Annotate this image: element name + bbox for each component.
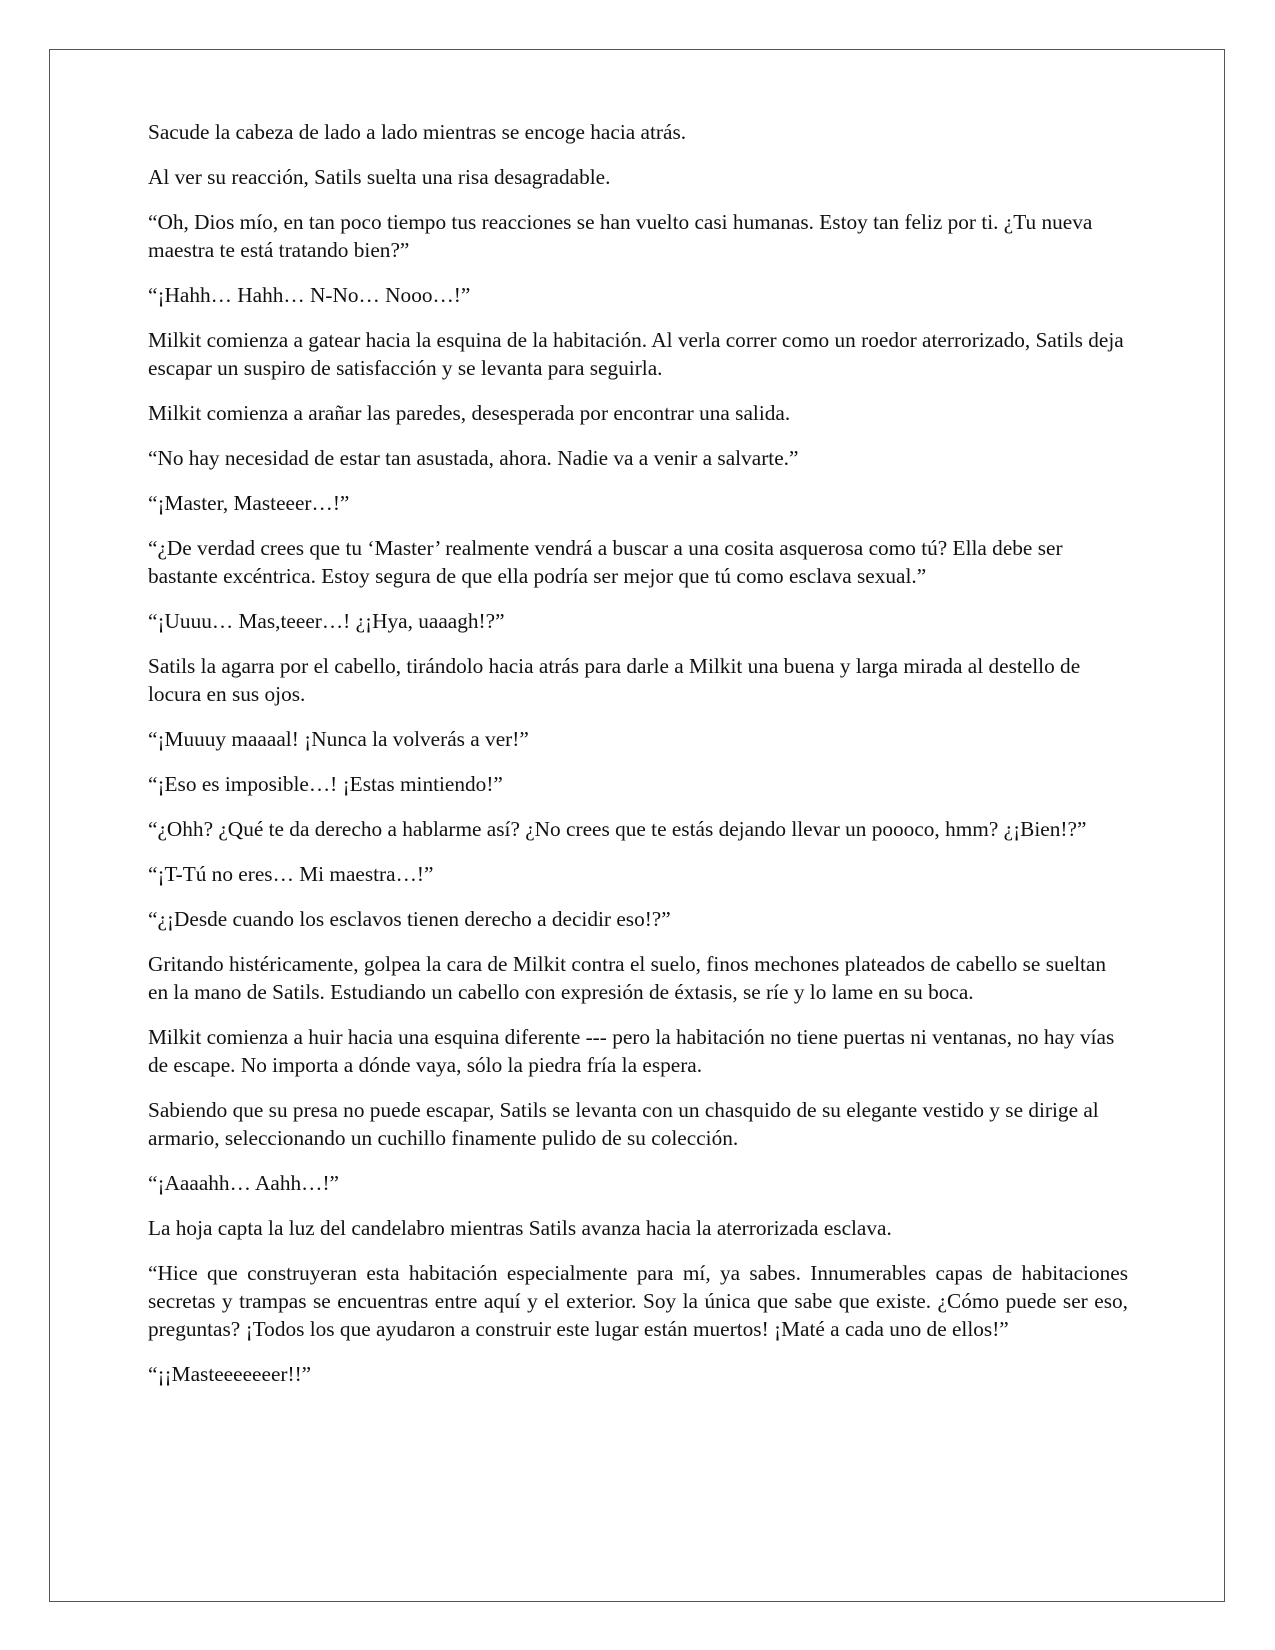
paragraph: Sabiendo que su presa no puede escapar, Satils se levanta con un chasquido de su elegante vestido y se dirige al armario, seleccionando un cuchillo finamente pulido de su colección. <box>148 1098 1099 1150</box>
paragraph: Gritando histéricamente, golpea la cara de Milkit contra el suelo, finos mechones plateados de cabello se sueltan en la mano de Satils. Estudiando un cabello con expresión de éxtasis, se ríe y lo lame en su boca. <box>148 952 1107 1004</box>
paragraph: La hoja capta la luz del candelabro mientras Satils avanza hacia la aterrorizada esclava. <box>148 1216 892 1240</box>
paragraph: “Hice que construyeran esta habitación especialmente para mí, ya sabes. Innumerables capas de habitaciones secretas y trampas se encuentras entre aquí y el exterior. Soy la única que sabe que existe. ¿Cómo puede ser eso, preguntas? ¡Todos los que ayudaron a construir este lugar están muertos! ¡Maté a cada uno de ellos!” <box>148 1261 1128 1341</box>
paragraph: “¡Eso es imposible…! ¡Estas mintiendo!” <box>148 772 503 796</box>
paragraph: “¡Hahh… Hahh… N-No… Nooo…!” <box>148 283 471 307</box>
paragraph: Satils la agarra por el cabello, tirándolo hacia atrás para darle a Milkit una buena y larga mirada al destello de locura en sus ojos. <box>148 654 1081 706</box>
paragraph: “¡Master, Masteeer…!” <box>148 491 350 515</box>
paragraph: “¡Aaaahh… Aahh…!” <box>148 1171 339 1195</box>
paragraph: Milkit comienza a arañar las paredes, desesperada por encontrar una salida. <box>148 401 791 425</box>
document-body <box>148 118 1128 1405</box>
paragraph: “Oh, Dios mío, en tan poco tiempo tus reacciones se han vuelto casi humanas. Estoy tan feliz por ti. ¿Tu nueva maestra te está tratando bien?” <box>148 210 1093 262</box>
paragraph: Sacude la cabeza de lado a lado mientras se encoge hacia atrás. <box>148 120 687 144</box>
paragraph: Al ver su reacción, Satils suelta una risa desagradable. <box>148 165 611 189</box>
paragraph: Milkit comienza a gatear hacia la esquina de la habitación. Al verla correr como un roedor aterrorizado, Satils deja escapar un suspiro de satisfacción y se levanta para seguirla. <box>148 328 1124 380</box>
paragraph: “¡T-Tú no eres… Mi maestra…!” <box>148 862 434 886</box>
paragraph: “¿¡Desde cuando los esclavos tienen derecho a decidir eso!?” <box>148 907 671 931</box>
paragraph: “¡¡Masteeeeeeer!!” <box>148 1362 312 1386</box>
paragraph: “¡Muuuy maaaal! ¡Nunca la volverás a ver!” <box>148 727 529 751</box>
paragraph: “¡Uuuu… Mas,teeer…! ¿¡Hya, uaaagh!?” <box>148 609 505 633</box>
paragraph: “No hay necesidad de estar tan asustada, ahora. Nadie va a venir a salvarte.” <box>148 446 799 470</box>
paragraph: “¿De verdad crees que tu ‘Master’ realmente vendrá a buscar a una cosita asquerosa como tú? Ella debe ser bastante excéntrica. Estoy segura de que ella podría ser mejor que tú como esclava sexual.” <box>148 536 1063 588</box>
paragraph: Milkit comienza a huir hacia una esquina diferente --- pero la habitación no tiene puertas ni ventanas, no hay vías de escape. No importa a dónde vaya, sólo la piedra fría la espera. <box>148 1025 1115 1077</box>
paragraph: “¿Ohh? ¿Qué te da derecho a hablarme así? ¿No crees que te estás dejando llevar un poooco, hmm? ¿¡Bien!?” <box>148 817 1087 841</box>
